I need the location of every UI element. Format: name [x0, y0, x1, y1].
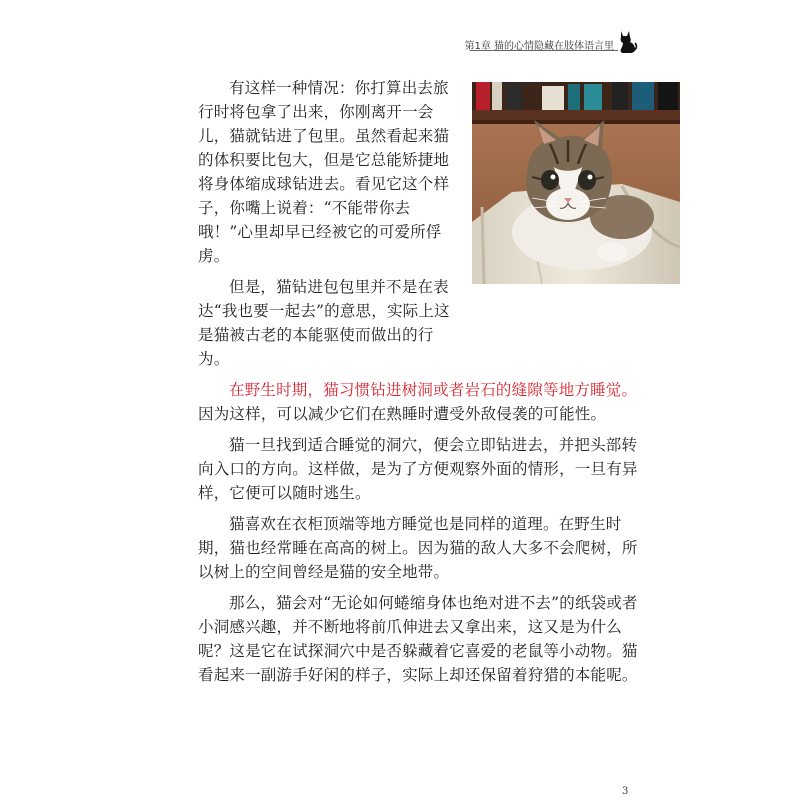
article-body — [198, 76, 638, 694]
paragraph-4: 猫一旦找到适合睡觉的洞穴，便会立即钻进去，并把头部转向入口的方向。这样做，是为了方便观察外面的情形，一旦有异样，它便可以随时逃生。 — [198, 436, 638, 502]
highlighted-sentence: 在野生时期，猫习惯钻进树洞或者岩石的缝隙等地方睡觉。 — [229, 381, 638, 399]
page-number: 3 — [622, 786, 629, 797]
running-header — [464, 26, 640, 54]
paragraph-5: 猫喜欢在衣柜顶端等地方睡觉也是同样的道理。在野生时期，猫也经常睡在高高的树上。因为猫的敌人大多不会爬树，所以树上的空间曾经是猫的安全地带。 — [198, 515, 638, 581]
paragraph-1: 有这样一种情况：你打算出去旅行时将包拿了出来，你刚离开一会儿，猫就钻进了包里。虽然看起来猫的体积要比包大，但是它总能矫捷地将身体缩成球钻进去。看见它这个样子，你嘴上说着：“不能带你去哦！”心里却早已经被它的可爱所俘虏。 — [198, 79, 450, 265]
paragraph-3 — [198, 378, 638, 426]
paragraph-6: 那么，猫会对“无论如何蜷缩身体也绝对进不去”的纸袋或者小洞感兴趣，并不断地将前爪伸进去又拿出来，这又是为什么呢？这是它在试探洞穴中是否躲藏着它喜爱的老鼠等小动物。猫看起来一副游手好闲的样子，实际上却还保留着狩猎的本能呢。 — [198, 594, 638, 684]
paragraph-3-rest: 因为这样，可以减少它们在熟睡时遭受外敌侵袭的可能性。 — [198, 405, 607, 423]
chapter-title: 第1章 猫的心情隐藏在肢体语言里 — [464, 41, 614, 52]
paragraph-2: 但是，猫钻进包包里并不是在表达“我也要一起去”的意思，实际上这是猫被古老的本能驱使而做出的行为。 — [198, 278, 450, 368]
cat-silhouette-icon — [616, 28, 638, 54]
